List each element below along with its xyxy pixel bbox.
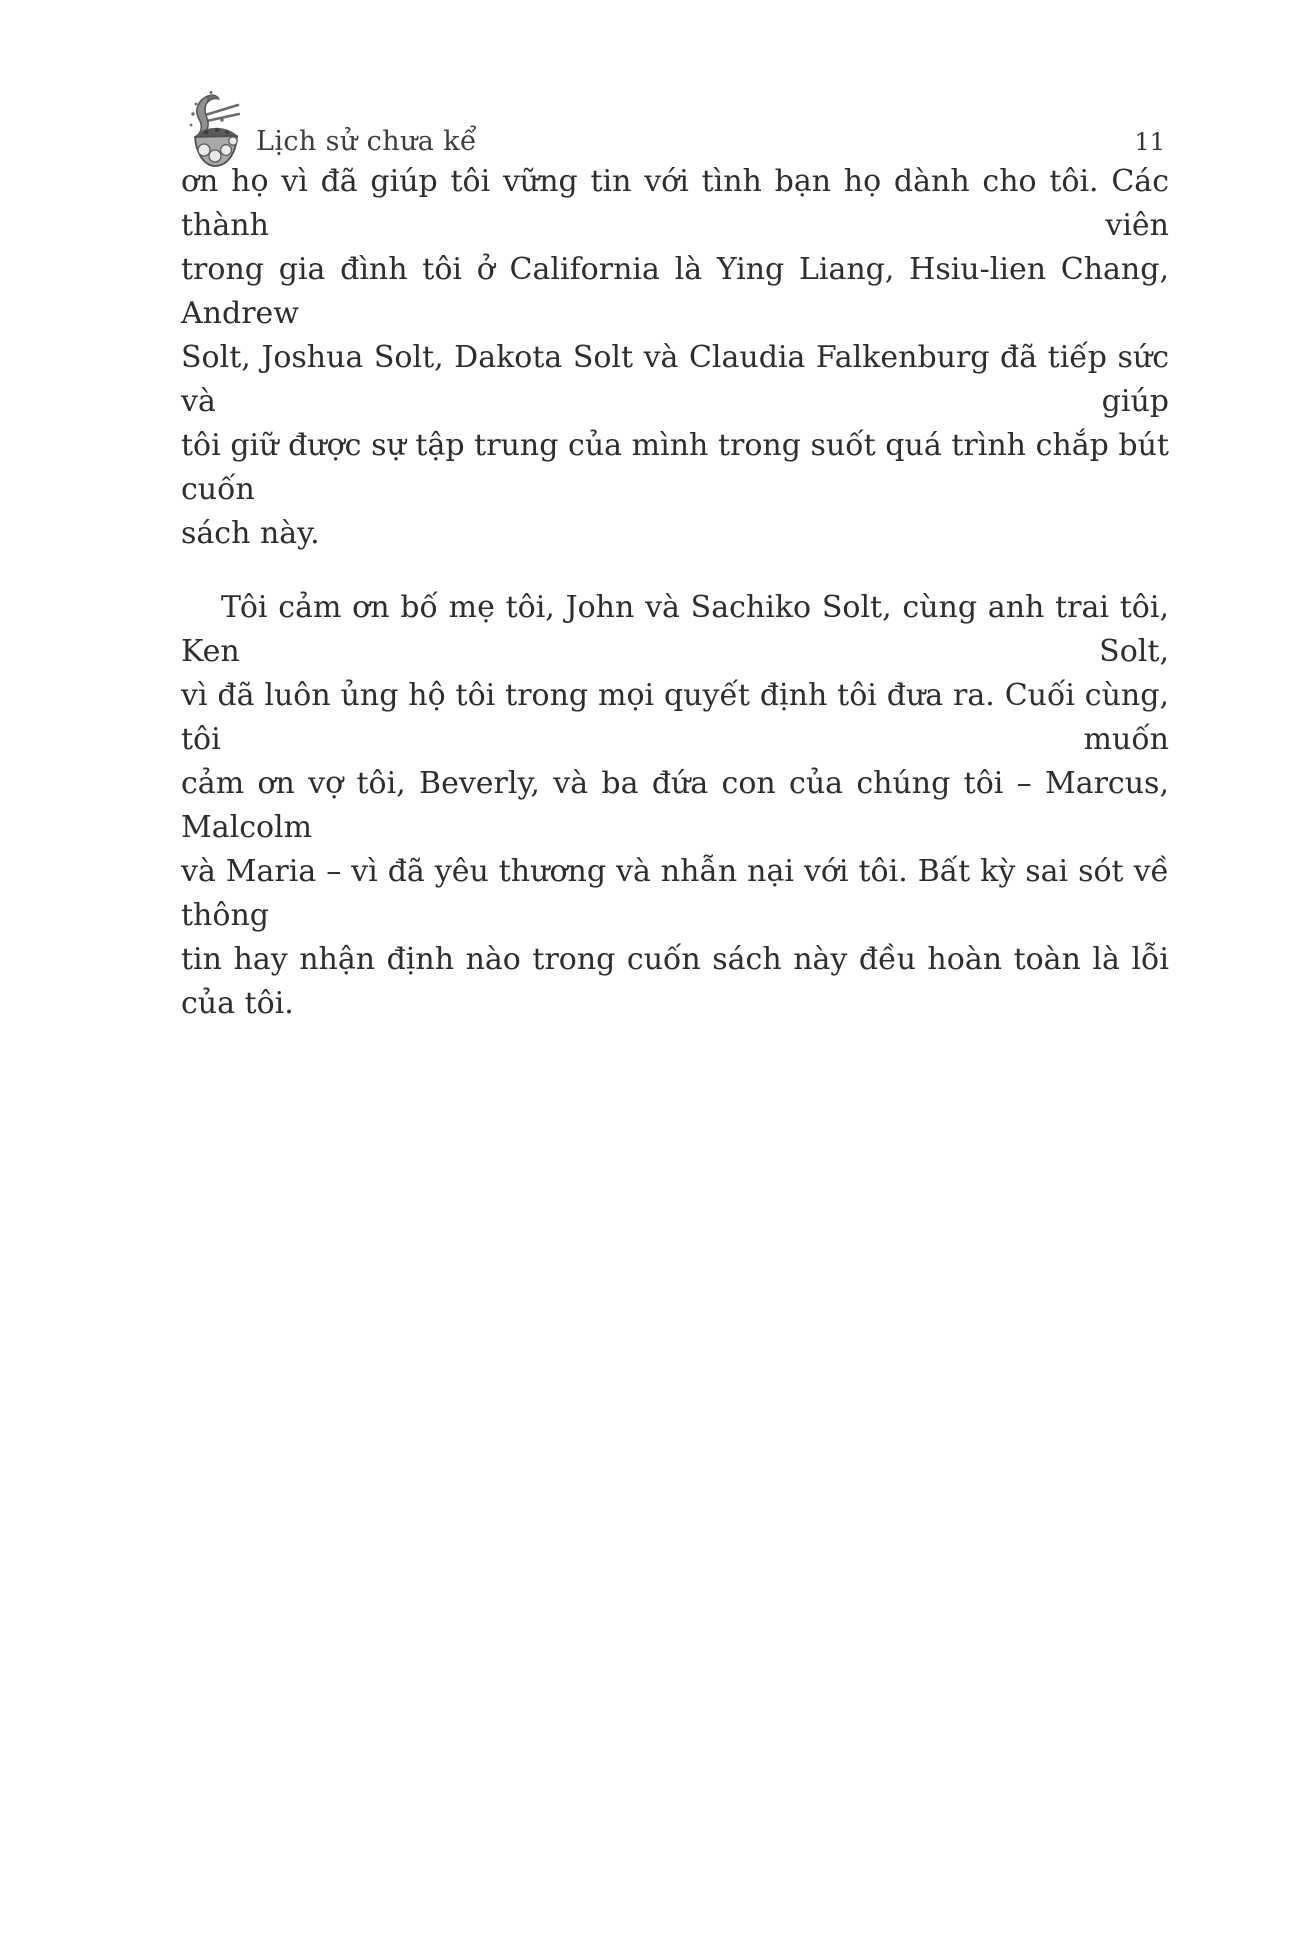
page-number: 11 xyxy=(1134,128,1165,156)
text-line: tôi giữ được sự tập trung của mình trong suốt quá trình chắp bút cuốn xyxy=(181,428,1169,507)
text-line: vì đã luôn ủng hộ tôi trong mọi quyết định tôi đưa ra. Cuối cùng, tôi muốn xyxy=(181,678,1169,757)
text-line: sách này. xyxy=(181,516,320,551)
text-line: cảm ơn vợ tôi, Beverly, và ba đứa con của chúng tôi – Marcus, Malcolm xyxy=(181,766,1169,845)
text-line: và Maria – vì đã yêu thương và nhẫn nại với tôi. Bất kỳ sai sót về thông xyxy=(181,854,1169,933)
text-line: Tôi cảm ơn bố mẹ tôi, John và Sachiko Solt, cùng anh trai tôi, Ken Solt, xyxy=(181,590,1169,669)
text-line: tin hay nhận định nào trong cuốn sách này đều hoàn toàn là lỗi của tôi. xyxy=(181,942,1169,1021)
running-header-title: Lịch sử chưa kể xyxy=(256,126,478,157)
noodle-bowl-logo-icon xyxy=(184,90,240,170)
body-text xyxy=(181,160,1169,1026)
paragraph xyxy=(181,586,1169,1026)
text-line: trong gia đình tôi ở California là Ying Liang, Hsiu-lien Chang, Andrew xyxy=(181,252,1169,331)
text-line: ơn họ vì đã giúp tôi vững tin với tình bạn họ dành cho tôi. Các thành viên xyxy=(181,164,1169,243)
paragraph xyxy=(181,160,1169,556)
text-line: Solt, Joshua Solt, Dakota Solt và Claudia Falkenburg đã tiếp sức và giúp xyxy=(181,340,1169,419)
